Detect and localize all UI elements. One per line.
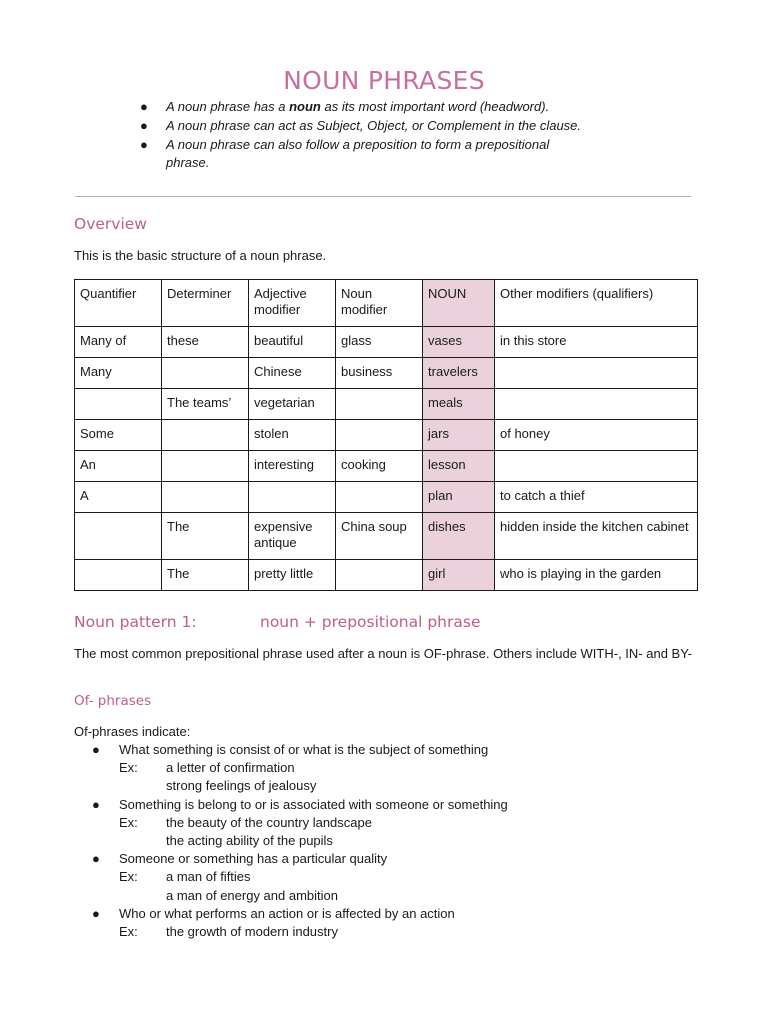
example-label: Ex: <box>119 760 138 776</box>
of-phrases-item-text: Something is belong to or is associated with someone or something <box>119 796 508 812</box>
table-cell-noun: jars <box>423 420 495 451</box>
bullet-icon: ● <box>140 99 148 114</box>
heading-pattern-label: Noun pattern 1: <box>74 613 197 631</box>
bullet-icon: ● <box>140 118 148 133</box>
headword-emphasis: noun <box>289 99 321 114</box>
table-cell <box>495 451 698 482</box>
table-row <box>75 560 698 591</box>
example-text: the beauty of the country landscape <box>166 814 372 830</box>
table-row <box>75 513 698 560</box>
table-header-cell: NOUN <box>423 280 495 327</box>
table-cell <box>162 451 249 482</box>
example-line <box>119 868 692 886</box>
of-phrases-item <box>92 905 692 941</box>
table-cell: Some <box>75 420 162 451</box>
of-phrases-item-text: Who or what performs an action or is affected by an action <box>119 905 455 921</box>
table-cell-noun: meals <box>423 389 495 420</box>
table-row <box>75 358 698 389</box>
table-cell: business <box>336 358 423 389</box>
section-heading-overview: Overview <box>74 215 147 233</box>
table-cell-noun: girl <box>423 560 495 591</box>
table-cell <box>249 482 336 513</box>
table-cell: who is playing in the garden <box>495 560 698 591</box>
heading-pattern-formula: noun + prepositional phrase <box>260 613 481 631</box>
table-row <box>75 451 698 482</box>
example-text: a man of fifties <box>166 869 251 885</box>
of-phrases-item <box>92 796 692 851</box>
table-cell <box>336 389 423 420</box>
intro-bullet-list <box>140 98 610 173</box>
table-row <box>75 389 698 420</box>
example-label: Ex: <box>119 923 138 939</box>
of-phrases-intro: Of-phrases indicate: <box>74 724 191 739</box>
table-cell: hidden inside the kitchen cabinet <box>495 513 698 560</box>
example-line <box>119 814 692 832</box>
table-header-cell: Other modifiers (qualifiers) <box>495 280 698 327</box>
example-line <box>119 832 692 850</box>
table-cell <box>75 389 162 420</box>
table-cell: pretty little <box>249 560 336 591</box>
table-cell-noun: travelers <box>423 358 495 389</box>
table-body <box>75 280 698 591</box>
noun-phrase-structure-table <box>74 279 698 591</box>
example-label: Ex: <box>119 869 138 885</box>
example-line <box>119 887 692 905</box>
table-cell: Many of <box>75 327 162 358</box>
table-cell <box>162 482 249 513</box>
table-header-cell: Quantifier <box>75 280 162 327</box>
page-title: NOUN PHRASES <box>283 66 485 95</box>
table-cell: expensive antique <box>249 513 336 560</box>
example-text: the acting ability of the pupils <box>166 832 333 848</box>
table-cell: interesting <box>249 451 336 482</box>
table-cell <box>162 420 249 451</box>
intro-bullet-item: ● A noun phrase can act as Subject, Object, or Complement in the clause. <box>140 118 582 133</box>
table-cell: of honey <box>495 420 698 451</box>
table-cell: Many <box>75 358 162 389</box>
of-phrases-item-text: What something is consist of or what is the subject of something <box>119 742 489 757</box>
example-text: a letter of confirmation <box>166 760 295 776</box>
section-heading-noun-pattern-1 <box>74 613 481 631</box>
table-cell: The teams’ <box>162 389 249 420</box>
table-header-cell: Noun modifier <box>336 280 423 327</box>
of-phrases-list <box>92 741 692 941</box>
table-cell: The <box>162 513 249 560</box>
of-phrases-item-text: Someone or something has a particular quality <box>119 851 388 867</box>
table-cell <box>336 482 423 513</box>
intro-bullet-item: ● A noun phrase has a noun as its most important word (headword). <box>140 99 550 114</box>
table-cell <box>75 513 162 560</box>
bullet-icon: ● <box>92 905 100 921</box>
table-cell <box>495 389 698 420</box>
table-header-cell: Determiner <box>162 280 249 327</box>
table-row <box>75 327 698 358</box>
bullet-icon: ● <box>92 742 100 757</box>
table-row <box>75 420 698 451</box>
of-phrases-item <box>92 741 692 796</box>
horizontal-divider <box>75 196 691 197</box>
table-cell <box>336 420 423 451</box>
table-cell: A <box>75 482 162 513</box>
table-cell <box>162 358 249 389</box>
table-cell: beautiful <box>249 327 336 358</box>
intro-bullet-item: ● A noun phrase can also follow a preposition to form a prepositional phrase. <box>140 137 550 170</box>
bullet-icon: ● <box>92 851 100 867</box>
table-cell: China soup <box>336 513 423 560</box>
of-phrases-item <box>92 850 692 905</box>
example-text: the growth of modern industry <box>166 923 338 939</box>
table-cell-noun: plan <box>423 482 495 513</box>
table-cell: vegetarian <box>249 389 336 420</box>
table-cell: Chinese <box>249 358 336 389</box>
bullet-icon: ● <box>92 796 100 812</box>
table-cell: The <box>162 560 249 591</box>
table-cell: cooking <box>336 451 423 482</box>
table-cell-noun: vases <box>423 327 495 358</box>
example-line <box>119 777 692 795</box>
table-cell: to catch a thief <box>495 482 698 513</box>
noun-pattern-1-text: The most common prepositional phrase used after a noun is OF-phrase. Others include WITH-, IN- and BY- <box>74 646 693 661</box>
example-line <box>119 923 692 941</box>
table-cell: in this store <box>495 327 698 358</box>
table-cell: An <box>75 451 162 482</box>
overview-text: This is the basic structure of a noun phrase. <box>74 248 327 263</box>
example-line <box>119 759 692 777</box>
example-text: a man of energy and ambition <box>166 887 338 903</box>
table-cell-noun: lesson <box>423 451 495 482</box>
table-header-cell: Adjective modifier <box>249 280 336 327</box>
example-text: strong feelings of jealousy <box>166 778 317 794</box>
table-cell <box>336 560 423 591</box>
table-cell <box>75 560 162 591</box>
table-cell: these <box>162 327 249 358</box>
bullet-icon: ● <box>140 137 148 152</box>
subheading-of-phrases: Of- phrases <box>74 693 152 709</box>
table-cell-noun: dishes <box>423 513 495 560</box>
table-cell: stolen <box>249 420 336 451</box>
table-cell <box>495 358 698 389</box>
table-header-row <box>75 280 698 327</box>
table-cell: glass <box>336 327 423 358</box>
example-label: Ex: <box>119 814 138 830</box>
table-row <box>75 482 698 513</box>
